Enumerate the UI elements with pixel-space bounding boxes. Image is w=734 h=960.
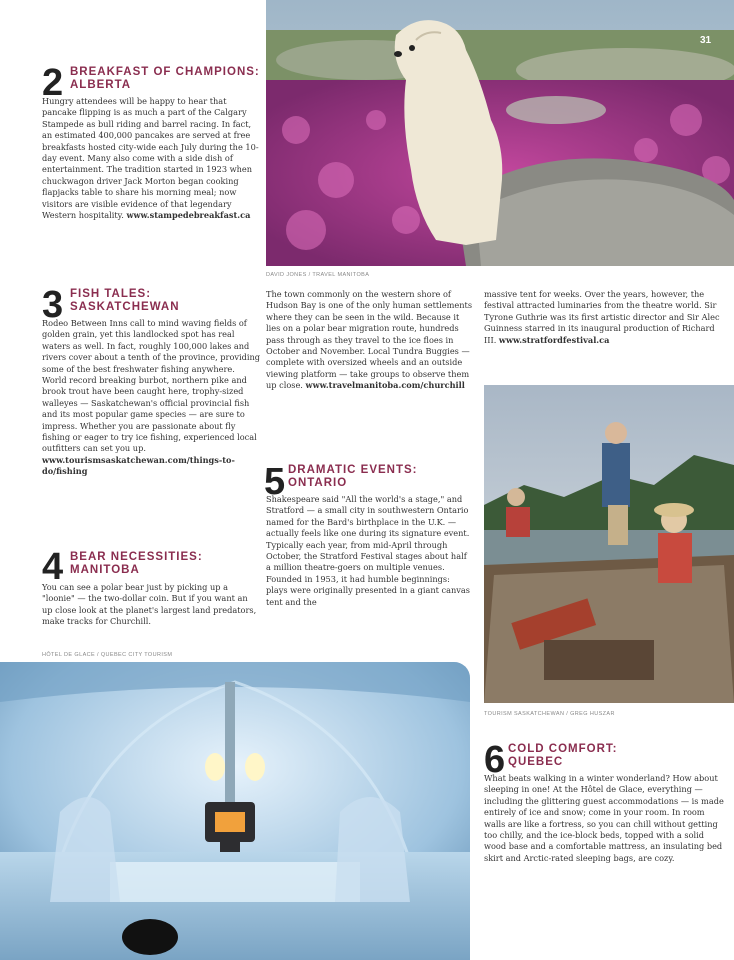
section-title-2 [70,66,260,92]
column3-top-body: massive tent for weeks. Over the years, however, the festival attracted luminaries from the theatre world. Sir Tyrone Guthrie was its first artistic director and Sir Alec Guinness starred in its inaugural production of Richard III. [484,289,720,345]
section-title-4-line2: MANITOBA [70,564,140,576]
column2-link[interactable]: www.travelmanitoba.com/churchill [305,380,465,391]
section-body-4 [42,582,260,628]
section-body-3 [42,318,260,478]
fishing-photo [484,385,734,703]
section-title-4-line1: BEAR NECESSITIES: [70,551,203,563]
section-number-5: 5 [264,461,286,503]
section-title-4 [70,551,260,577]
page-number: 31 [700,35,712,46]
section-link-2[interactable]: www.stampedebreakfast.ca [126,210,251,221]
column2-top-body: The town commonly on the western shore of Hudson Bay is one of the only human settlements where they can be seen in the wild. Because it lies on a polar bear migration route, hundreds pass through as they travel to the ice floes in October and November. Local Tundra Buggies — complete with oversized wheels and an outside viewing platform — take groups to observe them up close. [266,289,473,391]
section-title-3-line1: FISH TALES: [70,288,152,300]
photo-credit-icehotel: HÔTEL DE GLACE / QUEBEC CITY TOURISM [42,652,173,658]
section-number-3: 3 [42,284,64,326]
photo-credit-fishing: TOURISM SASKATCHEWAN / GREG HUSZAR [484,711,615,717]
section-body-6 [484,773,724,864]
column2-top-text [266,289,472,392]
section-number-6: 6 [484,739,506,781]
section-title-6-line2: QUEBEC [508,756,564,768]
section-title-3 [70,288,260,314]
section-title-2-line2: ALBERTA [70,79,132,91]
photo-credit-polar-bear: DAVID JONES / TRAVEL MANITOBA [266,272,370,278]
section-body-5 [266,494,472,608]
ice-hotel-photo [0,662,470,960]
section-body-6-text: What beats walking in a winter wonderland? How about sleeping in one! At the Hôtel de Glace, everything — including the glittering guest accommodations — is made entirely of ice and snow; come in your room. In room walls are like a fortress, so you can chill without getting too chilly, and the ice-block beds, topped with a solid wood base and a comfortable mattress, an insulating bed skirt and Arctic-rated sleeping bags, are cozy. [484,773,724,863]
section-body-2-text: Hungry attendees will be happy to hear that pancake flipping is as much a part of the Calgary Stampede as bull riding and barrel racing. In fact, an estimated 400,000 pancakes are served at free breakfasts hosted city-wide each July during the 10-day event. Many also come with a side dish of entertainment. The tradition started in 1923 when chuckwagon driver Jack Morton began cooking flapjacks table to share his morning meal; now visitors are visible evidence of that legendary Western hospitality. [42,96,259,221]
section-title-5 [288,464,468,490]
section-title-5-line1: DRAMATIC EVENTS: [288,464,418,476]
section-body-5-text: Shakespeare said "All the world's a stage," and Stratford — a small city in southwestern Ontario named for the Bard's birthplace in the U.K. — actually feels like one during its signature event. Typically each year, from mid-April through October, the Stratford Festival stages about half a million theatre-goers on multiple venues. Founded in 1953, it had humble beginnings: plays were originally presented in a giant canvas tent and the [266,494,470,607]
column3-link[interactable]: www.stratfordfestival.ca [498,334,610,345]
section-title-2-line1: BREAKFAST OF CHAMPIONS: [70,66,260,78]
column3-top-text [484,289,724,346]
section-number-2: 2 [42,62,64,104]
section-title-3-line2: SASKATCHEWAN [70,301,180,313]
section-body-3-text: Rodeo Between Inns call to mind waving fields of golden grain, yet this landlocked spot has real waters as well. In fact, roughly 100,000 lakes and rivers cover about a tenth of the province, providing some of the best freshwater fishing anywhere. World record breaking burbot, northern pike and brook trout have been caught here, trophy-sized walleyes — Saskatchewan's official provincial fish and its most popular game species — are sure to impress. Whether you are passionate about fly fishing or eager to try ice fishing, experienced local outfitters can set you up. [42,318,261,454]
section-title-6 [508,743,708,769]
section-body-2 [42,96,260,221]
section-body-4-text: You can see a polar bear just by picking up a "loonie" — the two-dollar coin. But if you want an up close look at the planet's largest land predators, make tracks for Churchill. [42,582,257,627]
polar-bear-photo [266,0,734,266]
section-number-4: 4 [42,546,64,588]
section-title-6-line1: COLD COMFORT: [508,743,618,755]
section-link-3[interactable]: www.tourismsaskatchewan.com/things-to-do/fishing [42,454,235,477]
section-title-5-line2: ONTARIO [288,477,348,489]
